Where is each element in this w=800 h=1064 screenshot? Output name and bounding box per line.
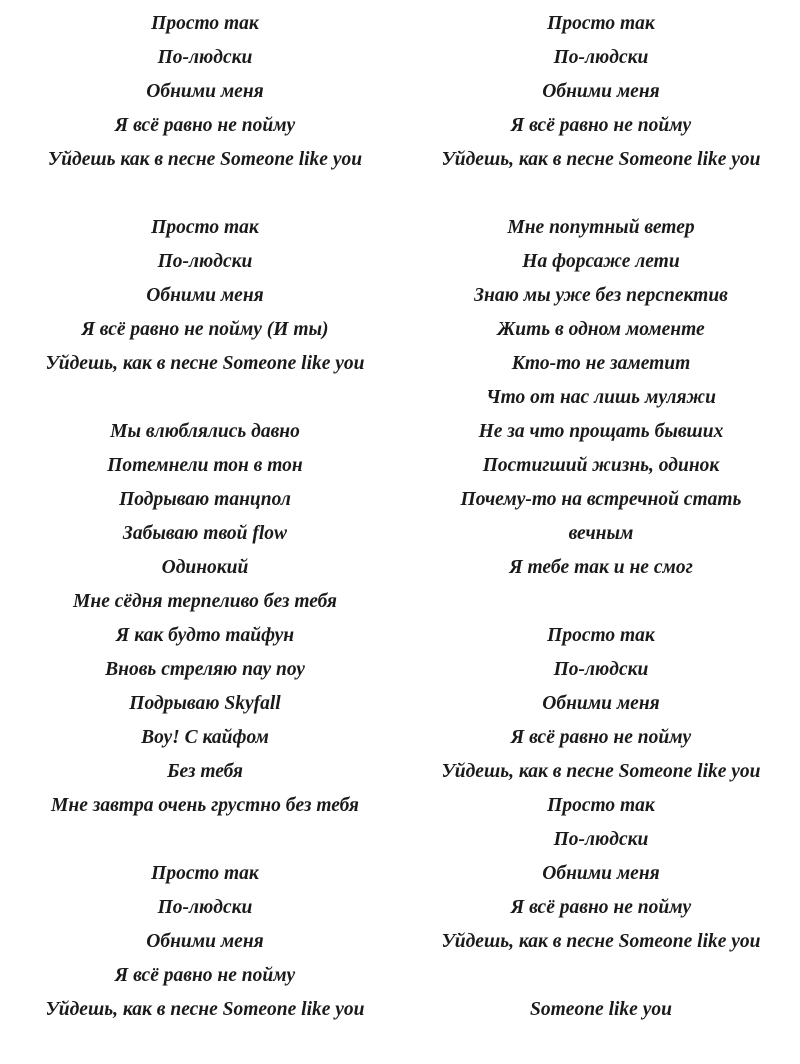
lyric-line: Someone like you	[530, 999, 672, 1020]
lyric-line: По-людски	[553, 659, 649, 680]
lyric-line: Забываю твой flow	[122, 523, 288, 544]
lyric-line: Обними меня	[146, 285, 264, 306]
lyric-line: Потемнели тон в тон	[107, 455, 303, 476]
lyric-line: Воу! С кайфом	[141, 727, 269, 748]
lyric-line: По-людски	[553, 47, 649, 68]
lyrics-column-right	[401, 7, 800, 1027]
lyric-line: Я всё равно не пойму	[510, 115, 692, 136]
blank-line	[5, 177, 405, 211]
blank-line	[401, 585, 800, 619]
lyrics-column-left	[5, 7, 405, 1027]
blank-line	[5, 823, 405, 857]
lyric-line: Кто-то не заметит	[511, 353, 691, 374]
lyric-line: Просто так	[547, 625, 655, 646]
lyric-line: Одинокий	[161, 557, 249, 578]
lyric-line: Обними меня	[146, 81, 264, 102]
lyric-line: Я всё равно не пойму	[114, 965, 296, 986]
lyric-line: Я всё равно не пойму (И ты)	[81, 319, 329, 340]
blank-line	[401, 177, 800, 211]
lyric-line: Постигший жизнь, одинок	[482, 455, 720, 476]
lyric-line: Мы влюблялись давно	[110, 421, 300, 442]
lyric-line: Обними меня	[146, 931, 264, 952]
lyric-line: Обними меня	[542, 863, 660, 884]
lyric-line: Я всё равно не пойму	[114, 115, 296, 136]
lyric-line: Уйдешь, как в песне Someone like you	[441, 149, 761, 170]
lyric-line: Просто так	[151, 863, 259, 884]
lyric-line: Обними меня	[542, 81, 660, 102]
lyric-line: Подрываю танцпол	[119, 489, 291, 510]
lyric-line: Я тебе так и не смог	[509, 557, 693, 578]
lyric-line: Я как будто тайфун	[115, 625, 295, 646]
lyric-line: По-людски	[553, 829, 649, 850]
lyric-line: Почему-то на встречной стать	[460, 489, 742, 510]
lyric-line: Не за что прощать бывших	[478, 421, 724, 442]
lyric-line: Просто так	[547, 13, 655, 34]
lyric-line: Уйдешь, как в песне Someone like you	[441, 931, 761, 952]
lyric-line: Уйдешь, как в песне Someone like you	[441, 761, 761, 782]
lyric-line: Мне попутный ветер	[507, 217, 695, 238]
lyric-line: Просто так	[547, 795, 655, 816]
lyric-line: Обними меня	[542, 693, 660, 714]
lyric-line: Мне сёдня терпеливо без тебя	[73, 591, 337, 612]
lyric-line: Подрываю Skyfall	[129, 693, 281, 714]
lyric-line: По-людски	[157, 251, 253, 272]
lyric-line: На форсаже лети	[522, 251, 680, 272]
lyric-line: Уйдешь, как в песне Someone like you	[45, 353, 365, 374]
blank-line	[5, 381, 405, 415]
lyric-line: Что от нас лишь муляжи	[486, 387, 716, 408]
lyric-line: Уйдешь как в песне Someone like you	[47, 149, 363, 170]
lyric-line: Уйдешь, как в песне Someone like you	[45, 999, 365, 1020]
blank-line	[401, 959, 800, 993]
lyric-line: Я всё равно не пойму	[510, 897, 692, 918]
lyric-line: Просто так	[151, 217, 259, 238]
lyric-line: Вновь стреляю пау поу	[105, 659, 305, 680]
lyric-line: Просто так	[151, 13, 259, 34]
lyric-line: По-людски	[157, 897, 253, 918]
lyric-line: Я всё равно не пойму	[510, 727, 692, 748]
lyric-line: По-людски	[157, 47, 253, 68]
lyric-line: Жить в одном моменте	[497, 319, 705, 340]
lyric-line: Знаю мы уже без перспектив	[474, 285, 728, 306]
lyric-line: вечным	[568, 523, 634, 544]
lyric-line: Мне завтра очень грустно без тебя	[51, 795, 359, 816]
lyric-line: Без тебя	[167, 761, 243, 782]
